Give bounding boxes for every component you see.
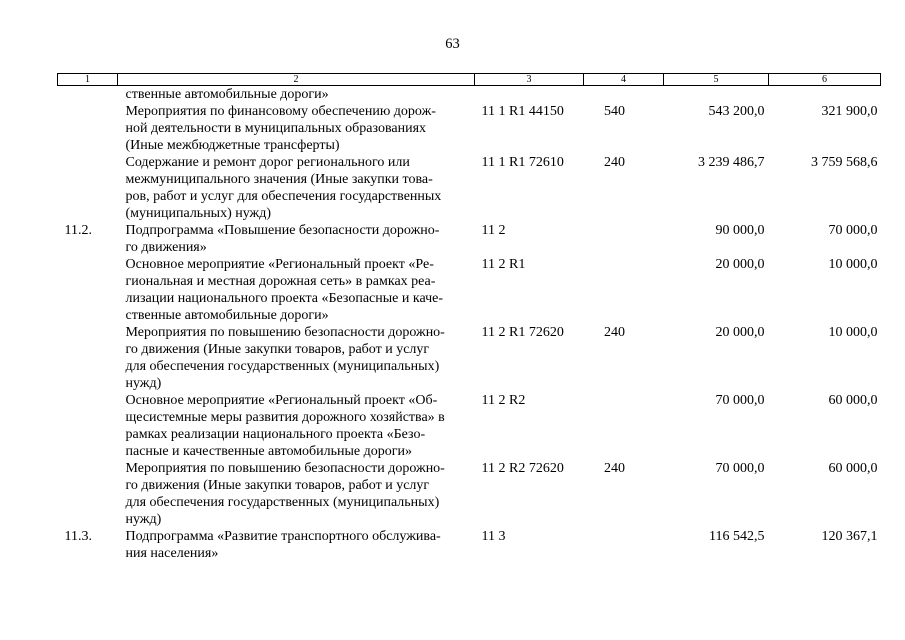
row-amount-col6: 70 000,0 [828, 223, 878, 238]
row-expense-type: 240 [604, 155, 625, 170]
row-description: Мероприятия по повышению безопасности дорожно- го движения (Иные закупки товаров, работ и услуг для обеспечения государственных (муниципальных) нужд) [125, 325, 445, 391]
row-code: 11 2 R1 72620 [481, 325, 564, 340]
row-description: Содержание и ремонт дорог регионального или межмуниципального значения (Иные закупки това- ров, работ и услуг для обеспечения государственных (муниципальных) нужд) [125, 155, 442, 221]
row-number [58, 103, 118, 154]
header-col-4: 4 [584, 74, 664, 86]
table-row [58, 392, 881, 460]
row-description: Мероприятия по финансовому обеспечению дорож- ной деятельности в муниципальных образованиях (Иные межбюджетные трансферты) [125, 104, 436, 153]
row-amount-col5: 70 000,0 [715, 461, 765, 476]
row-expense-type [584, 392, 664, 460]
row-description: ственные автомобильные дороги» [125, 87, 329, 102]
table-header-row [58, 74, 881, 86]
row-amount-col5: 3 239 486,7 [698, 155, 765, 170]
header-col-6: 6 [769, 74, 881, 86]
row-expense-type [584, 256, 664, 324]
row-amount-col5: 90 000,0 [715, 223, 765, 238]
header-col-5: 5 [664, 74, 769, 86]
row-number [58, 86, 118, 104]
header-col-1: 1 [58, 74, 118, 86]
row-amount-col6: 10 000,0 [828, 325, 878, 340]
table-row [58, 528, 881, 562]
header-col-2: 2 [118, 74, 475, 86]
row-expense-type [584, 528, 664, 562]
row-code: 11 2 R1 [481, 257, 526, 272]
row-number [58, 460, 118, 528]
row-amount-col5: 116 542,5 [709, 529, 765, 544]
budget-table-container [57, 73, 880, 562]
row-description: Подпрограмма «Развитие транспортного обслужива- ния населения» [125, 529, 441, 561]
table-row [58, 460, 881, 528]
row-amount-col6: 120 367,1 [821, 529, 878, 544]
row-amount-col5: 543 200,0 [708, 104, 765, 119]
table-body [58, 86, 881, 563]
row-amount-col5 [664, 86, 769, 104]
row-number [58, 154, 118, 222]
row-expense-type [584, 222, 664, 256]
table-row [58, 324, 881, 392]
row-amount-col6: 3 759 568,6 [811, 155, 878, 170]
header-col-3: 3 [475, 74, 584, 86]
row-amount-col6: 321 900,0 [821, 104, 878, 119]
row-amount-col5: 20 000,0 [715, 325, 765, 340]
row-amount-col6: 60 000,0 [828, 393, 878, 408]
row-code: 11 1 R1 72610 [481, 155, 564, 170]
row-amount-col6 [769, 86, 881, 104]
row-number [58, 392, 118, 460]
row-description: Подпрограмма «Повышение безопасности дорожно- го движения» [125, 223, 440, 255]
row-code: 11 2 R2 72620 [481, 461, 564, 476]
row-expense-type: 240 [604, 461, 625, 476]
row-description: Основное мероприятие «Региональный проект «Об- щесистемные меры развития дорожного хозяйства» в рамках реализации национального проекта «Безо- пасные и качественные автомобильные дороги» [125, 393, 445, 459]
row-description: Мероприятия по повышению безопасности дорожно- го движения (Иные закупки товаров, работ и услуг для обеспечения государственных (муниципальных) нужд) [125, 461, 445, 527]
row-code [475, 86, 584, 104]
row-code: 11 1 R1 44150 [481, 104, 564, 119]
row-amount-col5: 70 000,0 [715, 393, 765, 408]
table-row [58, 86, 881, 104]
row-number: 11.2. [64, 223, 92, 238]
row-number [58, 256, 118, 324]
row-code: 11 2 R2 [481, 393, 526, 408]
table-row [58, 256, 881, 324]
row-expense-type [584, 86, 664, 104]
row-expense-type: 240 [604, 325, 625, 340]
row-expense-type: 540 [604, 104, 625, 119]
row-number: 11.3. [64, 529, 92, 544]
table-row [58, 154, 881, 222]
row-code: 11 2 [481, 223, 506, 238]
table-row [58, 222, 881, 256]
row-amount-col6: 60 000,0 [828, 461, 878, 476]
row-description: Основное мероприятие «Региональный проект «Ре- гиональная и местная дорожная сеть» в рамках реа- лизации национального проекта «Безопасные и каче- ственные автомобильные дороги» [125, 257, 444, 323]
budget-table [57, 73, 881, 562]
page-number: 63 [445, 36, 460, 52]
row-amount-col5: 20 000,0 [715, 257, 765, 272]
row-code: 11 3 [481, 529, 506, 544]
row-amount-col6: 10 000,0 [828, 257, 878, 272]
row-number [58, 324, 118, 392]
table-row [58, 103, 881, 154]
